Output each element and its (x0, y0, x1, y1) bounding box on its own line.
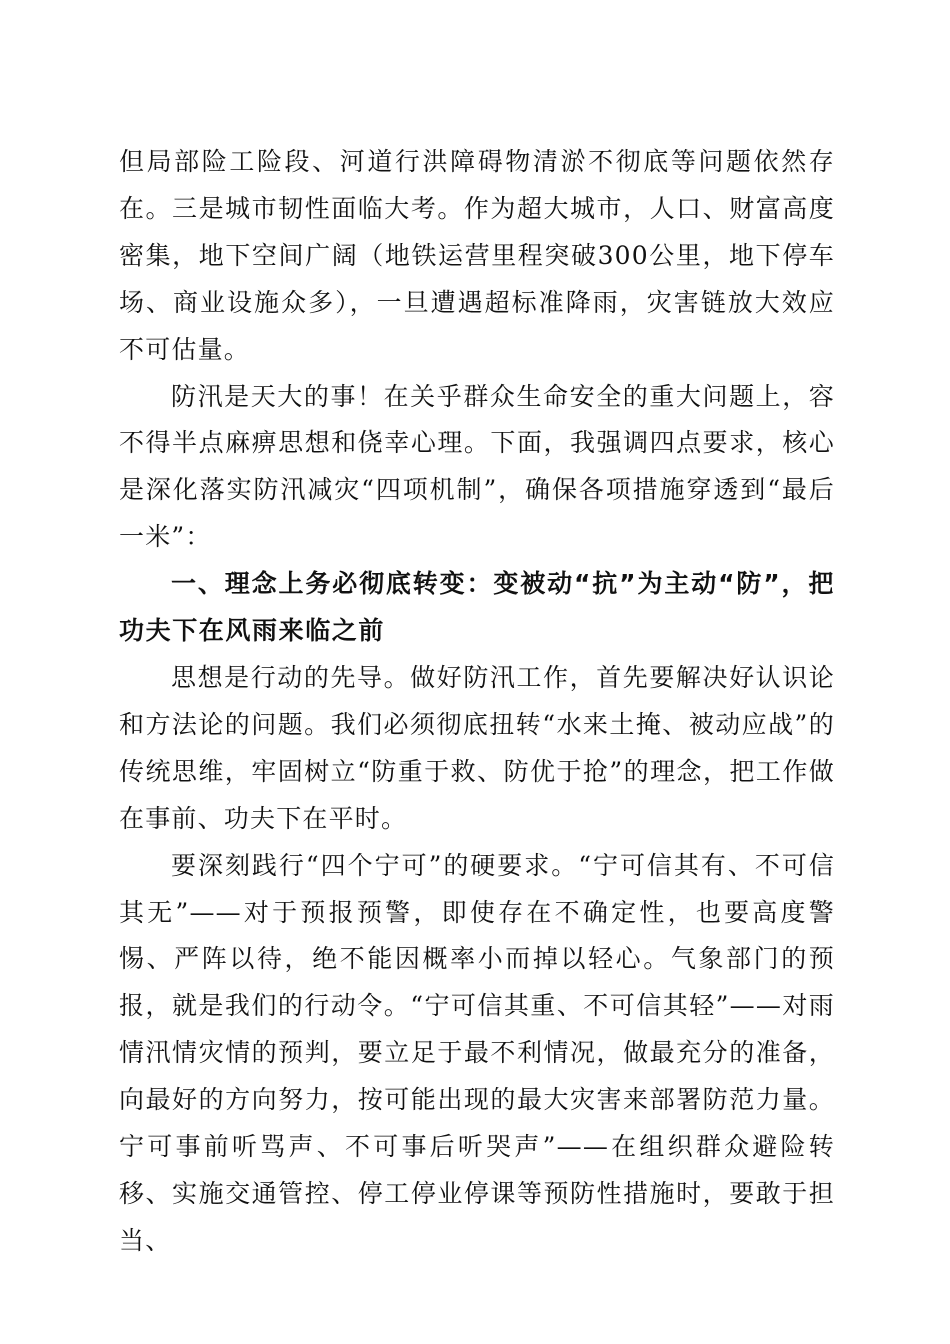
paragraph-four-rather: 要深刻践行“四个宁可”的硬要求。“宁可信其有、不可信其无”——对于预报预警，即使存在不确定性，也要高度警惕、严阵以待，绝不能因概率小而掉以轻心。气象部门的预报，就是我们的行动令。“宁可信其重、不可信其轻”——对雨情汛情灾情的预判，要立足于最不利情况，做最充分的准备，向最好的方向努力，按可能出现的最大灾害来部署防范力量。宁可事前听骂声、不可事后听哭声”——在组织群众避险转移、实施交通管控、停工停业停课等预防性措施时，要敢于担当、 (119, 850, 835, 1255)
body-text (119, 139, 835, 1265)
paragraph-city-risk: 但局部险工险段、河道行洪障碍物清淤不彻底等问题依然存在。三是城市韧性面临大考。作为超大城市，人口、财富高度密集，地下空间广阔（地铁运营里程突破300公里，地下停车场、商业设施众多），一旦遭遇超标准降雨，灾害链放大效应不可估量。 (119, 147, 835, 364)
paragraph-requirements-intro: 防汛是天大的事！在关乎群众生命安全的重大问题上，容不得半点麻痹思想和侥幸心理。下面，我强调四点要求，核心是深化落实防汛减灾“四项机制”，确保各项措施穿透到“最后一米”： (119, 381, 835, 552)
paragraph-mindset: 思想是行动的先导。做好防汛工作，首先要解决好认识论和方法论的问题。我们必须彻底扭转“水来土掩、被动应战”的传统思维，牢固树立“防重于救、防优于抢”的理念，把工作做在事前、功夫下在平时。 (119, 662, 835, 833)
section-heading-one: 一、理念上务必彻底转变：变被动“抗”为主动“防”，把功夫下在风雨来临之前 (119, 569, 835, 646)
